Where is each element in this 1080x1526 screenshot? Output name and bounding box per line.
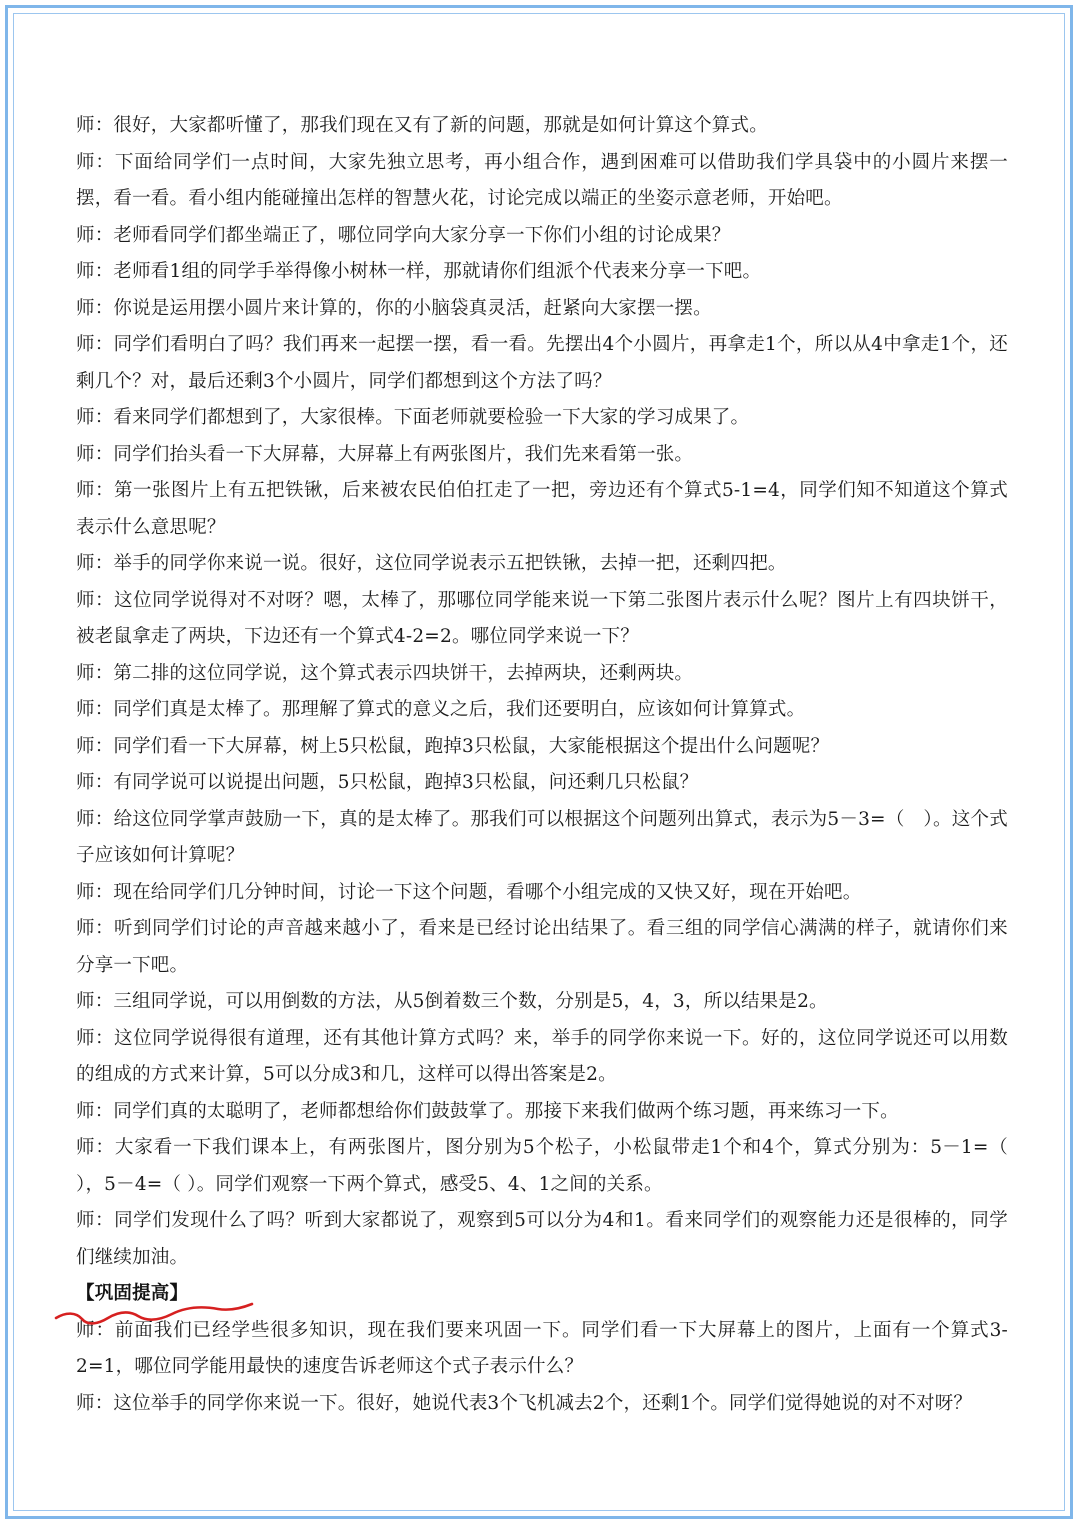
paragraph: 师：大家看一下我们课本上，有两张图片，图分别为5个松子，小松鼠带走1个和4个，算式分别为：5－1=（ ），5－4=（ ）。同学们观察一下两个算式，感受5、4、1之间的关系。 bbox=[76, 1137, 1008, 1195]
paragraph: 师：同学们抬头看一下大屏幕，大屏幕上有两张图片，我们先来看第一张。 bbox=[76, 443, 694, 465]
paragraph: 师：同学们真的太聪明了，老师都想给你们鼓鼓掌了。那接下来我们做两个练习题，再来练习一下。 bbox=[76, 1100, 899, 1122]
paragraph: 师：下面给同学们一点时间，大家先独立思考，再小组合作，遇到困难可以借助我们学具袋中的小圆片来摆一摆，看一看。看小组内能碰撞出怎样的智慧火花，讨论完成以端正的坐姿示意老师，开始吧。 bbox=[76, 151, 1008, 209]
paragraph: 师：听到同学们讨论的声音越来越小了，看来是已经讨论出结果了。看三组的同学信心满满的样子，就请你们来分享一下吧。 bbox=[76, 918, 1008, 976]
paragraph: 师：很好，大家都听懂了，那我们现在又有了新的问题，那就是如何计算这个算式。 bbox=[76, 115, 768, 136]
paragraph: 师：现在给同学们几分钟时间，讨论一下这个问题，看哪个小组完成的又快又好，现在开始吧。 bbox=[76, 881, 862, 903]
paragraph: 师：举手的同学你来说一说。很好，这位同学说表示五把铁锹，去掉一把，还剩四把。 bbox=[76, 553, 787, 574]
document-body bbox=[76, 108, 1008, 1422]
paragraph: 师：同学们看一下大屏幕，树上5只松鼠，跑掉3只松鼠，大家能根据这个提出什么问题呢？ bbox=[76, 735, 830, 757]
paragraph: 师：第一张图片上有五把铁锹，后来被农民伯伯扛走了一把，旁边还有个算式5-1=4，同学们知不知道这个算式表示什么意思呢？ bbox=[76, 480, 1008, 538]
paragraph: 师：看来同学们都想到了，大家很棒。下面老师就要检验一下大家的学习成果了。 bbox=[76, 407, 750, 428]
paragraph: 师：有同学说可以说提出问题，5只松鼠，跑掉3只松鼠，问还剩几只松鼠？ bbox=[76, 772, 699, 793]
paragraph: 师：这位举手的同学你来说一下。很好，她说代表3个飞机减去2个，还剩1个。同学们觉得她说的对不对呀？ bbox=[76, 1392, 973, 1414]
paragraph: 师：三组同学说，可以用倒数的方法，从5倒着数三个数，分别是5，4，3，所以结果是2。 bbox=[76, 991, 828, 1012]
section-heading-consolidation: 【巩固提高】 bbox=[76, 1283, 189, 1304]
paragraph: 师：给这位同学掌声鼓励一下，真的是太棒了。那我们可以根据这个问题列出算式，表示为5－3=（ ）。这个式子应该如何计算呢？ bbox=[76, 808, 1008, 866]
paragraph: 师：老师看1组的同学手举得像小树林一样，那就请你们组派个代表来分享一下吧。 bbox=[76, 261, 762, 282]
paragraph: 师：同学们发现什么了吗？听到大家都说了，观察到5可以分为4和1。看来同学们的观察能力还是很棒的，同学们继续加油。 bbox=[76, 1210, 1008, 1268]
paragraph: 师：第二排的这位同学说，这个算式表示四块饼干，去掉两块，还剩两块。 bbox=[76, 662, 694, 684]
paragraph: 师：前面我们已经学些很多知识，现在我们要来巩固一下。同学们看一下大屏幕上的图片，上面有一个算式3-2=1，哪位同学能用最快的速度告诉老师这个式子表示什么？ bbox=[76, 1319, 1008, 1377]
paragraph: 师：你说是运用摆小圆片来计算的，你的小脑袋真灵活，赶紧向大家摆一摆。 bbox=[76, 297, 712, 319]
paragraph: 师：老师看同学们都坐端正了，哪位同学向大家分享一下你们小组的讨论成果？ bbox=[76, 224, 731, 246]
paragraph: 师：这位同学说得很有道理，还有其他计算方式吗？来，举手的同学你来说一下。好的，这位同学说还可以用数的组成的方式来计算，5可以分成3和几，这样可以得出答案是2。 bbox=[76, 1027, 1008, 1085]
red-underline-annotation-icon bbox=[52, 1292, 262, 1332]
paragraph: 师：这位同学说得对不对呀？嗯，太棒了，那哪位同学能来说一下第二张图片表示什么呢？图片上有四块饼干，被老鼠拿走了两块，下边还有一个算式4-2=2。哪位同学来说一下？ bbox=[76, 589, 1008, 647]
paragraph: 师：同学们看明白了吗？我们再来一起摆一摆，看一看。先摆出4个小圆片，再拿走1个，所以从4中拿走1个，还剩几个？对，最后还剩3个小圆片，同学们都想到这个方法了吗？ bbox=[76, 334, 1008, 392]
paragraph: 师：同学们真是太棒了。那理解了算式的意义之后，我们还要明白，应该如何计算算式。 bbox=[76, 699, 806, 720]
